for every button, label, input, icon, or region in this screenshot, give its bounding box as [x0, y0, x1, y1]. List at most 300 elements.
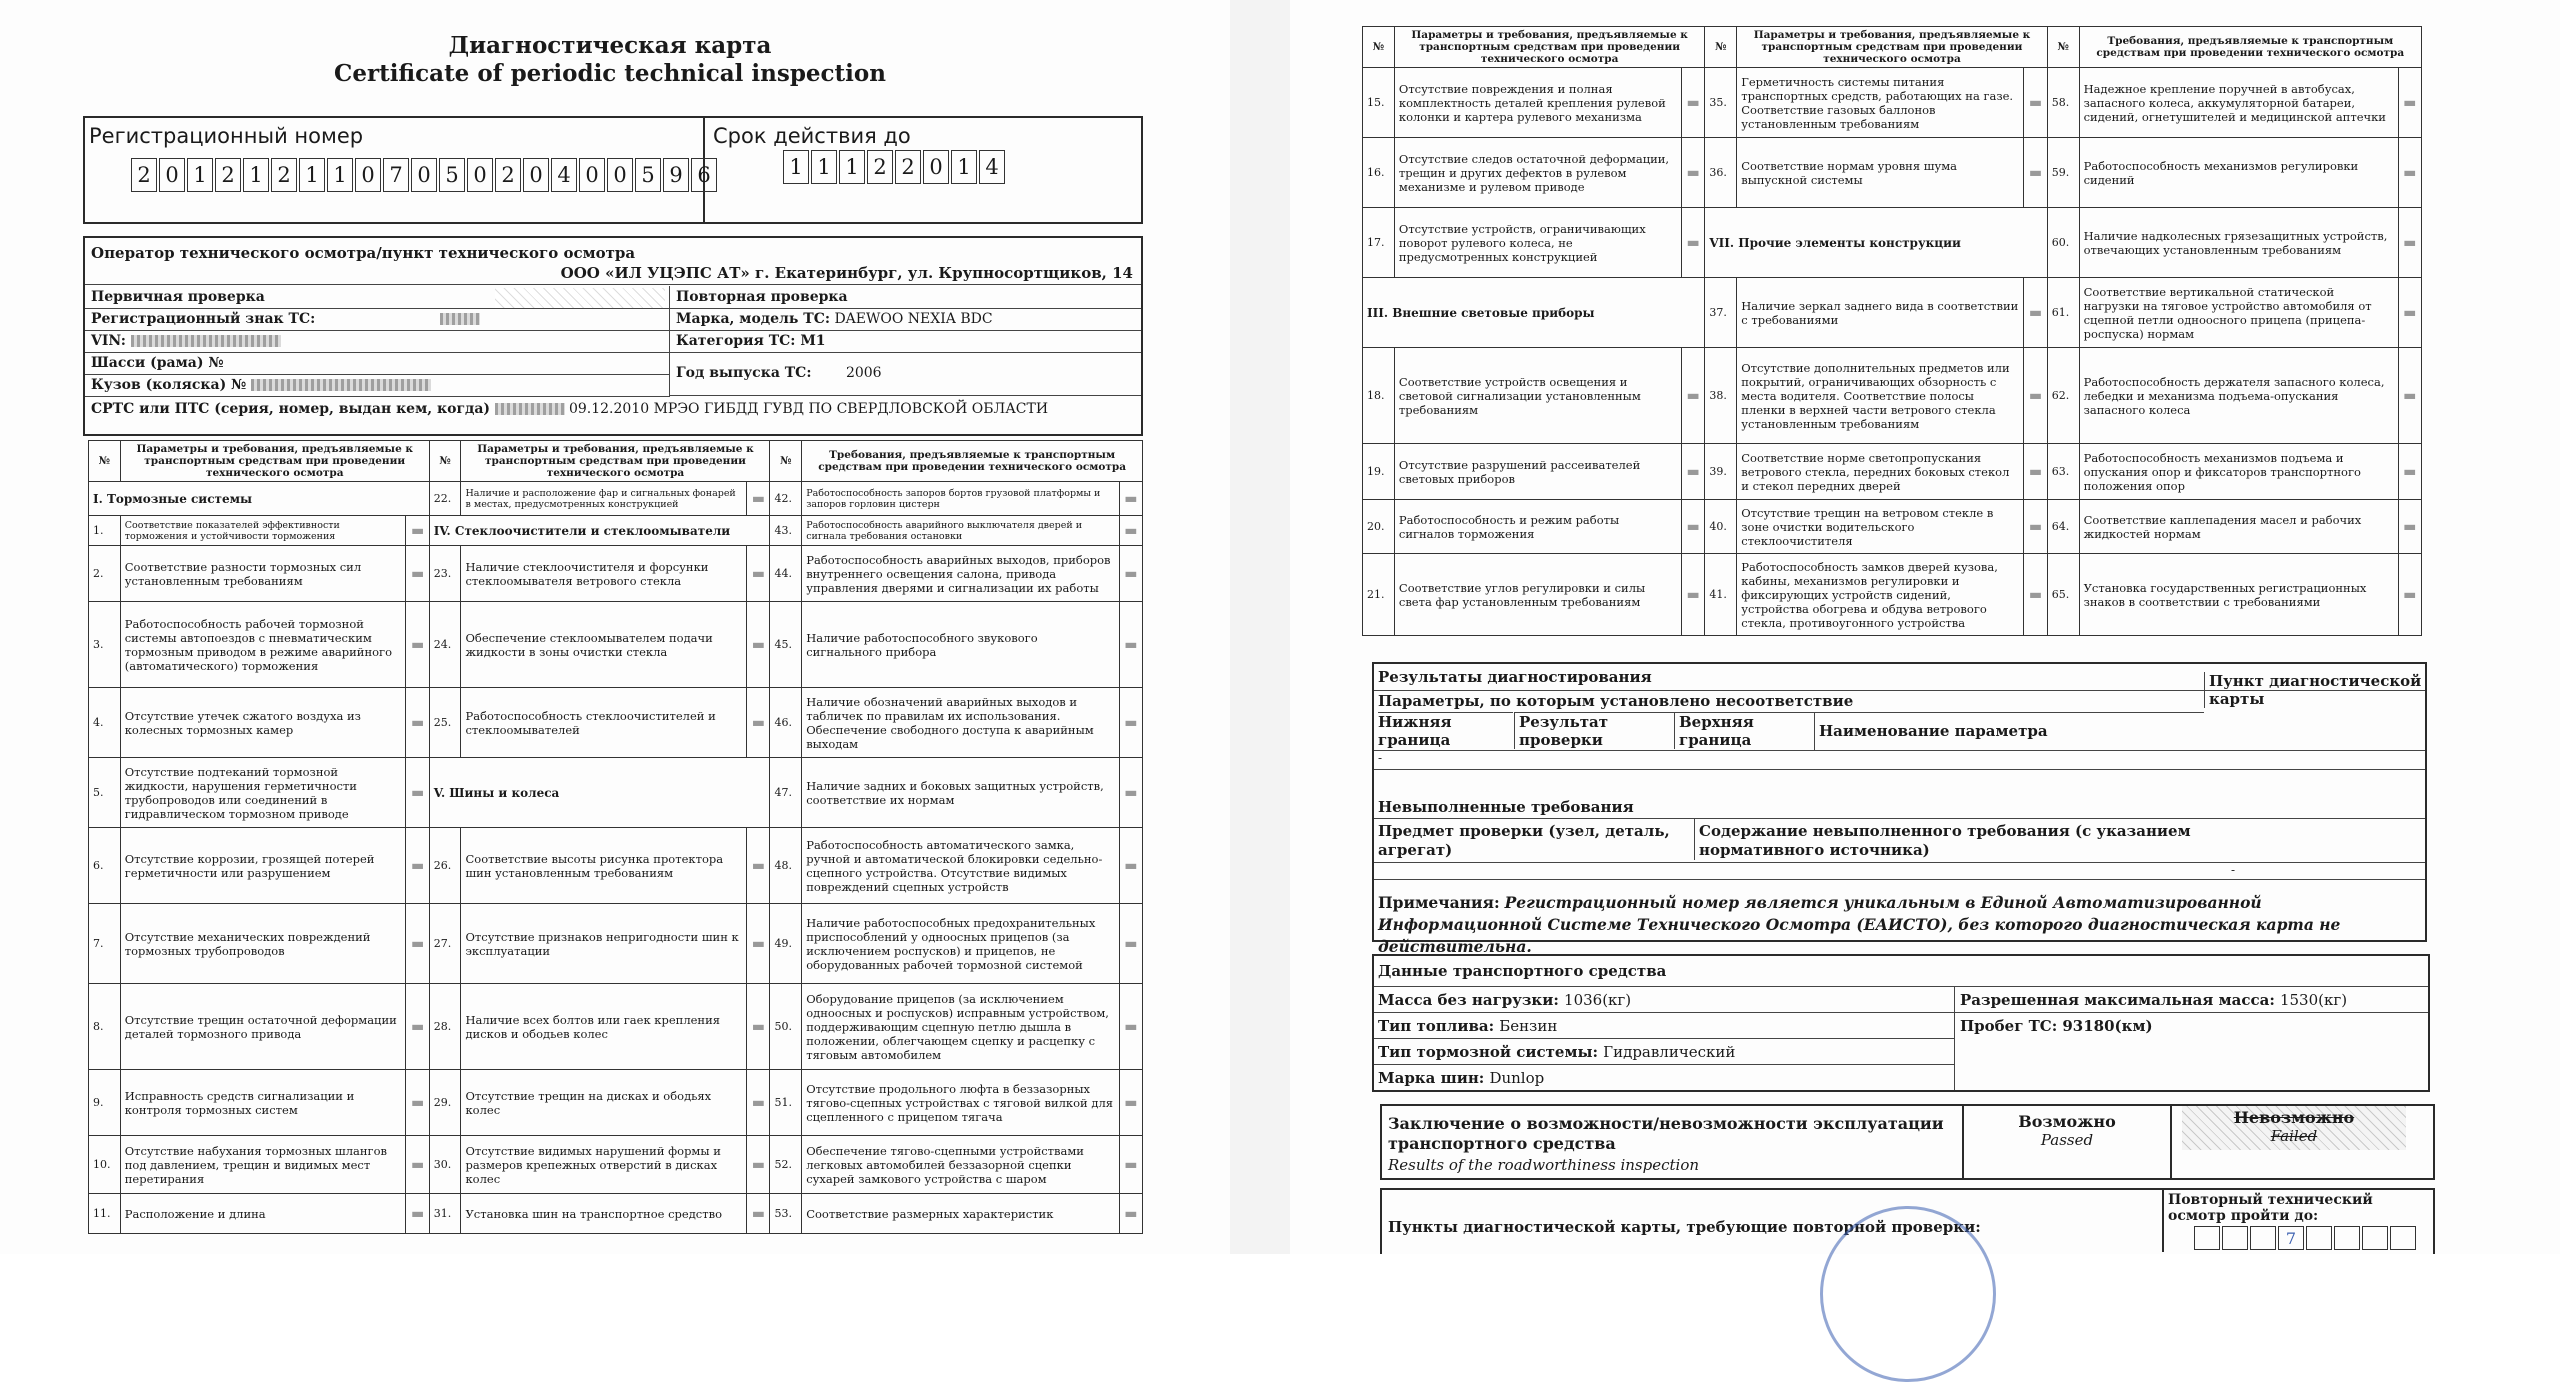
table-row	[89, 904, 1143, 984]
item-number: 39.	[1705, 444, 1737, 500]
vin-row	[85, 330, 670, 353]
reg-number-cell	[85, 118, 711, 222]
item-number: 29.	[429, 1070, 461, 1136]
requirements-table-left	[88, 440, 1143, 1234]
fuel-row	[1378, 1016, 1557, 1035]
check-mark: ▬	[747, 482, 770, 516]
srts-value: 09.12.2010 МРЭО ГИБДД ГУВД ПО СВЕРДЛОВСКОЙ ОБЛАСТИ	[568, 401, 1049, 417]
digit-cell: 1	[299, 158, 325, 192]
category-value: M1	[800, 333, 826, 349]
table-row	[89, 1194, 1143, 1234]
item-text: Соответствие каплепадения масел и рабочих жидкостей нормам	[2079, 500, 2398, 554]
srts-label: СРТС или ПТС (серия, номер, выдан кем, когда)	[91, 401, 491, 417]
check-mark: ▬	[406, 758, 429, 828]
body-row	[85, 374, 670, 397]
item-text: Отсутствие признаков непригодности шин к эксплуатации	[461, 904, 747, 984]
brand-value: DAEWOO NEXIA BDC	[834, 311, 993, 327]
check-mark: ▬	[2398, 348, 2421, 444]
content-header: Содержание невыполненного требования (с указанием нормативного источника)	[1694, 818, 2214, 860]
check-mark: ▬	[1119, 516, 1142, 546]
table-row	[1363, 348, 2422, 444]
section-heading: IV. Стеклоочистители и стеклоомыватели	[429, 516, 770, 546]
digit-cell: 0	[411, 158, 437, 192]
check-mark: ▬	[2024, 444, 2047, 500]
item-number: 64.	[2047, 500, 2079, 554]
item-text: Отсутствие видимых нарушений формы и размеров крепежных отверстий в дисках колес	[461, 1136, 747, 1194]
item-number: 50.	[770, 984, 802, 1070]
item-text: Отсутствие набухания тормозных шлангов под давлением, трещин и видимых мест перетирания	[120, 1136, 406, 1194]
col-no-header: №	[89, 441, 121, 482]
max-mass-divider	[1954, 1012, 2428, 1013]
col-params-header: Параметры и требования, предъявляемые к транспортным средствам при проведении технического осмотра	[1394, 27, 1704, 68]
fuel-value: Бензин	[1499, 1017, 1558, 1035]
check-mark: ▬	[1119, 1194, 1142, 1234]
digit-cell: 0	[467, 158, 493, 192]
check-mark: ▬	[747, 904, 770, 984]
check-mark: ▬	[2398, 500, 2421, 554]
item-text: Отсутствие разрушений рассеивателей световых приборов	[1394, 444, 1681, 500]
operator-name: ООО «ИЛ УЦЭПС АТ» г. Екатеринбург, ул. Крупносортщиков, 14	[85, 262, 1141, 285]
col-params-header: Параметры и требования, предъявляемые к транспортным средствам при проведении технического осмотра	[120, 441, 429, 482]
section-heading: VII. Прочие элементы конструкции	[1705, 208, 2047, 278]
item-text: Наличие и расположение фар и сигнальных фонарей в местах, предусмотренных конструкцией	[461, 482, 747, 516]
item-number: 42.	[770, 482, 802, 516]
item-text: Соответствие вертикальной статической нагрузки на тяговое устройство автомобиля от сцепной петли одноосного прицепа (прицепа-роспуска) нормам	[2079, 278, 2398, 348]
check-mark: ▬	[406, 602, 429, 688]
digit-cell: 2	[495, 158, 521, 192]
right-page	[1290, 0, 2560, 1254]
mileage-label: Пробег ТС:	[1960, 1017, 2058, 1035]
digit-cell: 5	[439, 158, 465, 192]
item-number: 10.	[89, 1136, 121, 1194]
mass-label: Масса без нагрузки:	[1378, 991, 1559, 1009]
repeat-digit	[2306, 1226, 2332, 1250]
table-row	[89, 758, 1143, 828]
item-number: 60.	[2047, 208, 2079, 278]
digit-cell: 1	[811, 150, 837, 184]
check-mark: ▬	[406, 1194, 429, 1234]
item-text: Отсутствие трещин на ветровом стекле в зоне очистки водительского стеклоочистителя	[1737, 500, 2024, 554]
check-mark: ▬	[1119, 688, 1142, 758]
item-text: Работоспособность аварийного выключателя дверей и сигнала требования остановки	[802, 516, 1119, 546]
item-text: Работоспособность запоров бортов грузовой платформы и запоров горловин цистерн	[802, 482, 1119, 516]
item-number: 21.	[1363, 554, 1395, 636]
conclusion-label-en: Results of the roadworthiness inspection	[1388, 1156, 1700, 1174]
check-mark: ▬	[747, 602, 770, 688]
check-mark: ▬	[747, 1136, 770, 1194]
check-mark: ▬	[2024, 554, 2047, 636]
item-number: 37.	[1705, 278, 1737, 348]
check-mark: ▬	[406, 828, 429, 904]
item-text: Работоспособность держателя запасного колеса, лебедки и механизма подъема-опускания запасного колеса	[2079, 348, 2398, 444]
item-number: 25.	[429, 688, 461, 758]
reg-sign-redacted	[440, 313, 480, 325]
item-text: Работоспособность механизмов регулировки сидений	[2079, 138, 2398, 208]
table-row	[89, 1136, 1143, 1194]
repeat-digit: 7	[2278, 1226, 2304, 1250]
check-mark: ▬	[1119, 828, 1142, 904]
check-mark: ▬	[2398, 208, 2421, 278]
repeat-date-label: Повторный технический осмотр пройти до:	[2168, 1192, 2373, 1224]
repeat-digit	[2362, 1226, 2388, 1250]
brake-value: Гидравлический	[1603, 1043, 1736, 1061]
results-title: Результаты диагностирования	[1378, 668, 1652, 686]
vin-label: VIN:	[91, 333, 126, 349]
item-number: 20.	[1363, 500, 1395, 554]
repeat-date-digits	[2194, 1226, 2433, 1250]
item-number: 1.	[89, 516, 121, 546]
mileage-value: 93180(км)	[2062, 1017, 2153, 1035]
check-mark: ▬	[406, 546, 429, 602]
params-empty-row: -	[1374, 750, 2425, 770]
item-number: 45.	[770, 602, 802, 688]
item-text: Соответствие норме светопропускания ветрового стекла, передних боковых стекол и стекол передних дверей	[1737, 444, 2024, 500]
item-number: 61.	[2047, 278, 2079, 348]
digit-cell: 7	[383, 158, 409, 192]
registration-block	[83, 116, 1143, 224]
check-mark: ▬	[2024, 348, 2047, 444]
item-text: Отсутствие утечек сжатого воздуха из колесных тормозных камер	[120, 688, 406, 758]
vehicle-data-title: Данные транспортного средства	[1378, 962, 1667, 980]
item-text: Отсутствие продольного люфта в беззазорных тягово-сцепных устройствах с тяговой вилкой для сцепленного с прицепом тягача	[802, 1070, 1119, 1136]
table-row	[1363, 444, 2422, 500]
item-number: 15.	[1363, 68, 1395, 138]
results-block	[1372, 662, 2427, 956]
table-row	[89, 516, 1143, 546]
note	[1378, 892, 2418, 958]
repeat-digit	[2250, 1226, 2276, 1250]
upper-bound-header: Верхняя граница	[1674, 712, 1814, 749]
srts-redacted	[495, 403, 565, 415]
operator-label: Оператор технического осмотра/пункт технического осмотра	[91, 244, 636, 262]
item-text: Отсутствие трещин остаточной деформации деталей тормозного привода	[120, 984, 406, 1070]
col-no-header: №	[770, 441, 802, 482]
item-text: Наличие обозначений аварийных выходов и табличек по правилам их использования. Обеспечение свободного доступа к аварийным выходам	[802, 688, 1119, 758]
check-mark: ▬	[2024, 278, 2047, 348]
digit-cell: 0	[607, 158, 633, 192]
item-number: 36.	[1705, 138, 1737, 208]
item-text: Наличие задних и боковых защитных устройств, соответствие их нормам	[802, 758, 1119, 828]
check-mark: ▬	[1681, 554, 1704, 636]
item-text: Работоспособность аварийных выходов, приборов внутреннего освещения салона, привода управления дверями и сигнализации их работы	[802, 546, 1119, 602]
reg-sign-row	[85, 308, 670, 331]
item-number: 46.	[770, 688, 802, 758]
note-text: Регистрационный номер является уникальным в Единой Автоматизированной Информационной Системе Технического Осмотра (ЕАИСТО), без которого диагностическая карта не действительна.	[1378, 893, 2341, 956]
item-number: 5.	[89, 758, 121, 828]
body-label: Кузов (коляска) №	[91, 377, 247, 393]
item-number: 31.	[429, 1194, 461, 1234]
item-number: 28.	[429, 984, 461, 1070]
check-mark: ▬	[406, 516, 429, 546]
check-mark: ▬	[747, 688, 770, 758]
item-text: Наличие работоспособных предохранительных приспособлений у одноосных прицепов (за исключением роспусков) и прицепов, не оборудованных рабочей тормозной системой	[802, 904, 1119, 984]
digit-cell: 2	[131, 158, 157, 192]
item-number: 41.	[1705, 554, 1737, 636]
repeat-date-cell	[2162, 1190, 2433, 1252]
digit-cell: 1	[951, 150, 977, 184]
col-reqs-header: Требования, предъявляемые к транспортным средствам при проведении технического осмотра	[2079, 27, 2421, 68]
item-text: Отсутствие механических повреждений тормозных трубопроводов	[120, 904, 406, 984]
col-no-header: №	[1363, 27, 1395, 68]
col-no-header: №	[2047, 27, 2079, 68]
check-mark: ▬	[2398, 444, 2421, 500]
vehicle-data-vdivider	[1954, 986, 1955, 1090]
table-row	[89, 984, 1143, 1070]
item-text: Обеспечение тягово-сцепными устройствами легковых автомобилей беззазорной сцепки сухарей замкового устройства с шаром	[802, 1136, 1119, 1194]
item-number: 63.	[2047, 444, 2079, 500]
year-row	[670, 352, 1141, 396]
digit-cell: 0	[923, 150, 949, 184]
check-mark: ▬	[406, 688, 429, 758]
point-header: Пункт диагностической карты	[2204, 672, 2424, 708]
table-row	[1363, 208, 2422, 278]
repeat-digit	[2390, 1226, 2416, 1250]
item-text: Соответствие устройств освещения и световой сигнализации установленным требованиям	[1394, 348, 1681, 444]
params-title: Параметры, по которым установлено несоответствие	[1378, 692, 1854, 710]
category-row	[670, 330, 1141, 353]
check-mark: ▬	[1681, 348, 1704, 444]
vin-redacted	[131, 335, 281, 347]
digit-cell: 2	[867, 150, 893, 184]
item-number: 48.	[770, 828, 802, 904]
vehicle-info-block	[83, 236, 1143, 436]
item-number: 6.	[89, 828, 121, 904]
brake-row	[1378, 1042, 1735, 1061]
check-mark: ▬	[406, 984, 429, 1070]
vehicle-data-block	[1372, 954, 2430, 1092]
item-text: Надежное крепление поручней в автобусах, запасного колеса, аккумуляторной батареи, сидений, огнетушителей и медицинской аптечки	[2079, 68, 2398, 138]
note-label: Примечания:	[1378, 893, 1500, 912]
repeat-points-label: Пункты диагностической карты, требующие повторной проверки:	[1388, 1218, 1981, 1236]
check-mark: ▬	[1119, 904, 1142, 984]
item-number: 27.	[429, 904, 461, 984]
item-text: Установка государственных регистрационных знаков в соответствии с требованиями	[2079, 554, 2398, 636]
item-number: 11.	[89, 1194, 121, 1234]
item-text: Обеспечение стеклоомывателем подачи жидкости в зоны очистки стекла	[461, 602, 747, 688]
subject-header: Предмет проверки (узел, деталь, агрегат)	[1378, 822, 1670, 859]
title-en: Certificate of periodic technical inspection	[334, 60, 886, 87]
item-number: 2.	[89, 546, 121, 602]
stamp-icon	[1820, 1206, 1996, 1382]
digit-cell: 1	[327, 158, 353, 192]
item-text: Наличие работоспособного звукового сигнального прибора	[802, 602, 1119, 688]
item-text: Соответствие разности тормозных сил установленным требованиям	[120, 546, 406, 602]
item-number: 51.	[770, 1070, 802, 1136]
possible-box	[1962, 1106, 2172, 1178]
item-number: 58.	[2047, 68, 2079, 138]
reg-number-digits	[131, 158, 719, 192]
item-number: 24.	[429, 602, 461, 688]
check-mark: ▬	[2024, 138, 2047, 208]
result-header: Результат проверки	[1514, 712, 1674, 749]
brand-row	[670, 308, 1141, 331]
item-number: 38.	[1705, 348, 1737, 444]
col-no-header: №	[1705, 27, 1737, 68]
digit-cell: 5	[635, 158, 661, 192]
repeat-digit	[2194, 1226, 2220, 1250]
reg-sign-label: Регистрационный знак ТС:	[91, 311, 316, 327]
table-row	[89, 546, 1143, 602]
item-text: Расположение и длина	[120, 1194, 406, 1234]
unmet-title: Невыполненные требования	[1378, 798, 1634, 816]
brake-divider	[1374, 1064, 1954, 1065]
item-text: Отсутствие коррозии, грозящей потерей герметичности или разрушением	[120, 828, 406, 904]
item-text: Отсутствие повреждения и полная комплектность деталей крепления рулевой колонки и картера рулевого механизма	[1394, 68, 1681, 138]
item-number: 19.	[1363, 444, 1395, 500]
item-text: Герметичность системы питания транспортных средств, работающих на газе. Соответствие газовых баллонов установленным требованиям	[1737, 68, 2024, 138]
check-mark: ▬	[1681, 208, 1704, 278]
table-row	[1363, 554, 2422, 636]
digit-cell: 1	[783, 150, 809, 184]
check-mark: ▬	[2024, 68, 2047, 138]
item-number: 9.	[89, 1070, 121, 1136]
item-text: Исправность средств сигнализации и контроля тормозных систем	[120, 1070, 406, 1136]
check-mark: ▬	[406, 1070, 429, 1136]
item-text: Отсутствие подтеканий тормозной жидкости, нарушения герметичности трубопроводов или соединений в гидравлическом тормозном приводе	[120, 758, 406, 828]
digit-cell: 0	[579, 158, 605, 192]
repeat-digit	[2222, 1226, 2248, 1250]
item-text: Работоспособность замков дверей кузова, кабины, механизмов регулировки и фиксирующих устройств сидений, устройства обогрева и обдува ветрового стекла, противоугонного устройства	[1737, 554, 2024, 636]
item-number: 4.	[89, 688, 121, 758]
col-no-header: №	[429, 441, 461, 482]
primary-check-mark	[495, 288, 665, 308]
check-mark: ▬	[1119, 1070, 1142, 1136]
item-number: 26.	[429, 828, 461, 904]
title-ru: Диагностическая карта	[448, 32, 772, 59]
fuel-divider	[1374, 1038, 1954, 1039]
item-text: Оборудование прицепов (за исключением одноосных и роспусков) исправным устройством, поддерживающим сцепную петлю дышла в положении, облегчающем сцепку и расцепку с тяговым автомобилем	[802, 984, 1119, 1070]
item-number: 35.	[1705, 68, 1737, 138]
page-gutter	[1230, 0, 1290, 1254]
item-number: 23.	[429, 546, 461, 602]
digit-cell: 0	[523, 158, 549, 192]
item-number: 52.	[770, 1136, 802, 1194]
conclusion-label: Заключение о возможности/невозможности эксплуатации транспортного средства	[1388, 1114, 1944, 1153]
valid-until-digits	[783, 150, 1007, 184]
item-text: Соответствие углов регулировки и силы света фар установленным требованиям	[1394, 554, 1681, 636]
mass-row	[1378, 990, 1631, 1009]
item-text: Установка шин на транспортное средство	[461, 1194, 747, 1234]
check-mark: ▬	[747, 546, 770, 602]
item-text: Соответствие размерных характеристик	[802, 1194, 1119, 1234]
repeat-check: Повторная проверка	[670, 286, 1141, 309]
check-mark: ▬	[1119, 984, 1142, 1070]
check-mark: ▬	[1119, 758, 1142, 828]
check-mark: ▬	[1681, 68, 1704, 138]
impossible-label: Невозможно	[2233, 1108, 2355, 1127]
mass-value: 1036(кг)	[1564, 991, 1632, 1009]
table-row	[1363, 68, 2422, 138]
check-mark: ▬	[2398, 68, 2421, 138]
table-row	[89, 688, 1143, 758]
item-text: Работоспособность стеклоочистителей и стеклоомывателей	[461, 688, 747, 758]
chassis-row: Шасси (рама) №	[85, 352, 670, 375]
check-mark: ▬	[2398, 554, 2421, 636]
impossible-box	[2182, 1106, 2406, 1150]
digit-cell: 0	[159, 158, 185, 192]
col-reqs-header: Требования, предъявляемые к транспортным средствам при проведении технического осмотра	[802, 441, 1143, 482]
item-text: Отсутствие следов остаточной деформации, трещин и других дефектов в рулевом механизме и рулевом приводе	[1394, 138, 1681, 208]
possible-label-en: Passed	[2040, 1131, 2094, 1149]
check-mark: ▬	[1119, 482, 1142, 516]
item-number: 18.	[1363, 348, 1395, 444]
body-redacted	[251, 379, 431, 391]
param-name-header: Наименование параметра	[1814, 712, 2204, 750]
check-mark: ▬	[2024, 500, 2047, 554]
repeat-digit	[2334, 1226, 2360, 1250]
item-text: Отсутствие трещин на дисках и ободьях колес	[461, 1070, 747, 1136]
item-text: Отсутствие дополнительных предметов или покрытий, ограничивающих обзорность с места водителя. Соответствие полосы пленки в верхней части ветрового стекла установленным требованиям	[1737, 348, 2024, 444]
item-number: 7.	[89, 904, 121, 984]
digit-cell: 9	[663, 158, 689, 192]
check-mark: ▬	[1119, 1136, 1142, 1194]
digit-cell: 2	[271, 158, 297, 192]
possible-label: Возможно	[2018, 1112, 2116, 1131]
table-row	[1363, 278, 2422, 348]
check-mark: ▬	[1681, 500, 1704, 554]
left-page	[0, 0, 1230, 1254]
digit-cell: 1	[243, 158, 269, 192]
item-number: 59.	[2047, 138, 2079, 208]
check-mark: ▬	[1119, 602, 1142, 688]
item-text: Наличие стеклоочистителя и форсунки стеклоомывателя ветрового стекла	[461, 546, 747, 602]
requirements-table-right	[1362, 26, 2422, 636]
check-mark: ▬	[1681, 138, 1704, 208]
item-number: 47.	[770, 758, 802, 828]
check-mark: ▬	[406, 904, 429, 984]
check-mark: ▬	[2398, 278, 2421, 348]
mileage-row	[1960, 1016, 2153, 1035]
tires-label: Марка шин:	[1378, 1069, 1485, 1087]
table-row	[89, 1070, 1143, 1136]
check-mark: ▬	[747, 984, 770, 1070]
item-number: 49.	[770, 904, 802, 984]
item-text: Работоспособность и режим работы сигналов торможения	[1394, 500, 1681, 554]
item-text: Наличие всех болтов или гаек крепления дисков и ободьев колес	[461, 984, 747, 1070]
table-row	[89, 482, 1143, 516]
digit-cell: 2	[895, 150, 921, 184]
year-value: 2006	[845, 365, 882, 381]
mass-divider	[1374, 1012, 1954, 1013]
item-text: Соответствие нормам уровня шума выпускной системы	[1737, 138, 2024, 208]
item-number: 53.	[770, 1194, 802, 1234]
digit-cell: 2	[215, 158, 241, 192]
digit-cell: 6	[691, 158, 717, 192]
item-number: 8.	[89, 984, 121, 1070]
vehicle-data-divider	[1374, 986, 2428, 987]
table-row	[89, 828, 1143, 904]
table-header-row	[89, 441, 1143, 482]
conclusion-block	[1380, 1104, 2435, 1180]
tires-row	[1378, 1068, 1544, 1087]
col-params-header: Параметры и требования, предъявляемые к транспортным средствам при проведении технического осмотра	[1737, 27, 2047, 68]
item-number: 62.	[2047, 348, 2079, 444]
reg-number-label: Регистрационный номер	[89, 124, 364, 148]
srts-row	[85, 398, 1141, 420]
digit-cell: 4	[979, 150, 1005, 184]
category-label: Категория ТС:	[676, 333, 796, 349]
item-number: 65.	[2047, 554, 2079, 636]
item-text: Соответствие показателей эффективности торможения и устойчивости торможения	[120, 516, 406, 546]
item-number: 43.	[770, 516, 802, 546]
item-text: Отсутствие устройств, ограничивающих поворот рулевого колеса, не предусмотренных конструкцией	[1394, 208, 1681, 278]
digit-cell: 1	[839, 150, 865, 184]
check-mark: ▬	[747, 1194, 770, 1234]
max-mass-row	[1960, 990, 2347, 1009]
valid-until-label: Срок действия до	[713, 124, 911, 148]
item-number: 22.	[429, 482, 461, 516]
max-mass-label: Разрешенная максимальная масса:	[1960, 991, 2275, 1009]
